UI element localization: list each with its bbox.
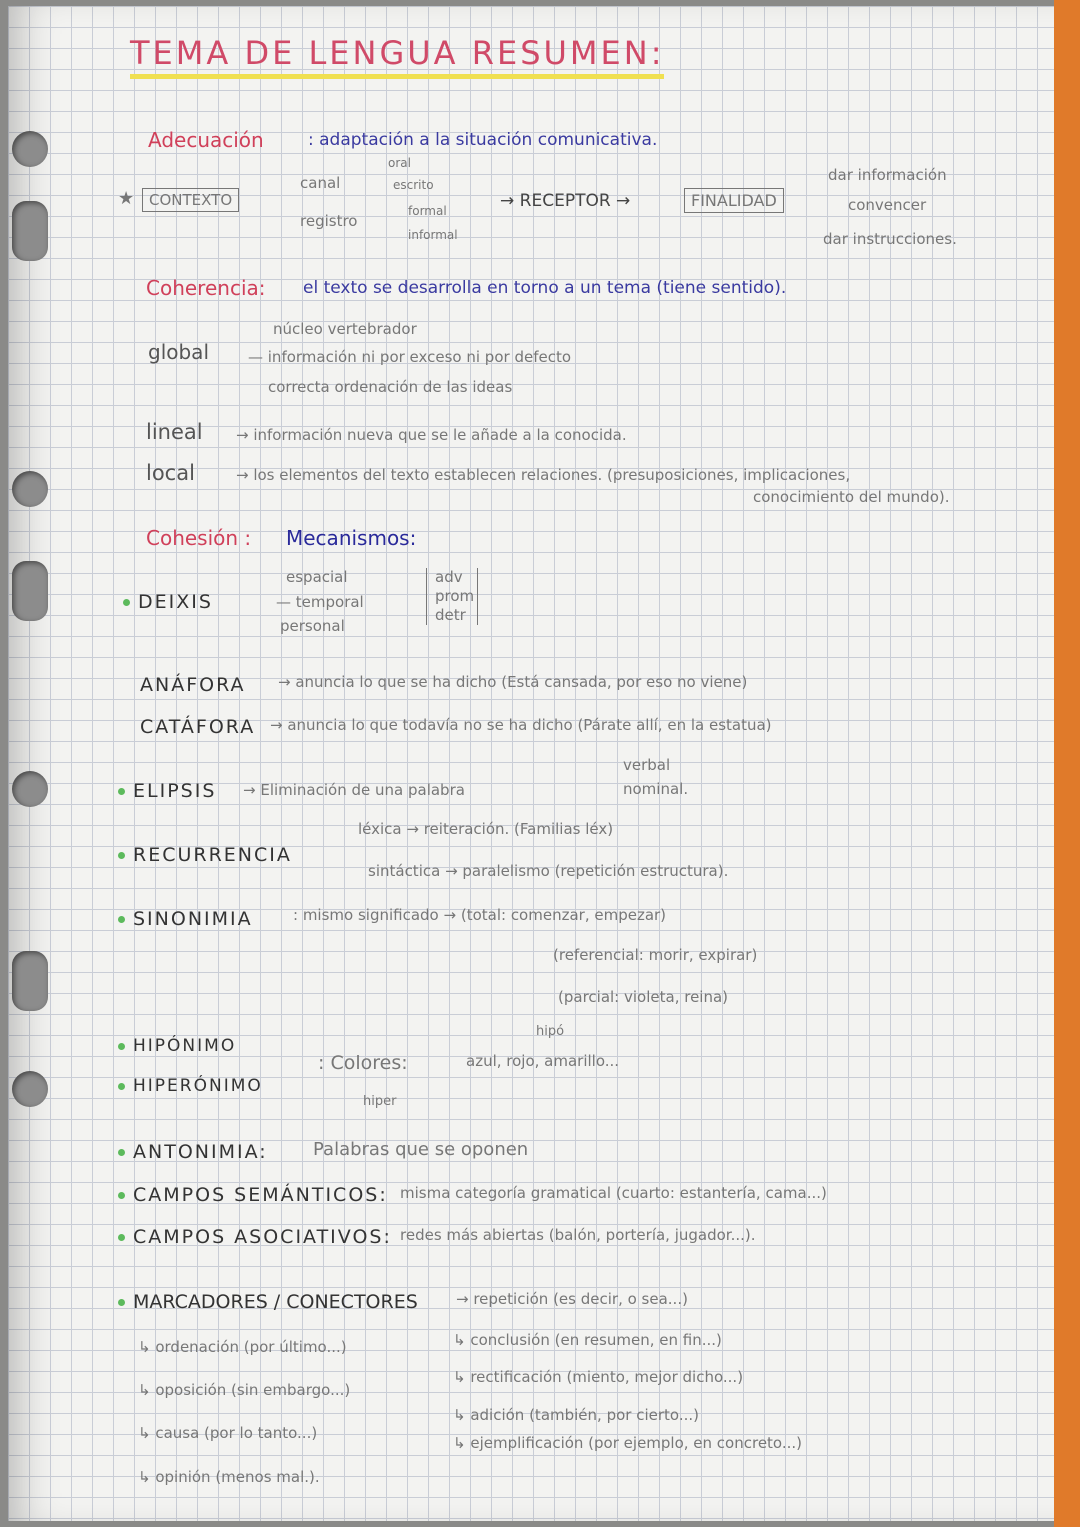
adecuacion-label: Adecuación [148,128,264,152]
finalidad-item: dar información [828,166,947,184]
bullet-icon [118,1299,125,1306]
campos-semanticos: CAMPOS SEMÁNTICOS: [133,1184,388,1206]
anafora: ANÁFORA [140,674,246,696]
marcador-item: ↳ oposición (sin embargo...) [138,1381,351,1399]
bullet-icon [118,1192,125,1199]
global-item: — información ni por exceso ni por defecto [248,348,572,366]
sinonimia-item: (parcial: violeta, reina) [558,988,729,1006]
global-item: núcleo vertebrador [273,320,417,338]
elipsis-item: verbal [623,756,671,774]
hiperonimo: HIPERÓNIMO [133,1076,263,1096]
campos-asociativos: CAMPOS ASOCIATIVOS: [133,1226,392,1248]
binder-hole [12,471,48,507]
recurrencia-item: léxica → reiteración. (Familias léx) [358,820,614,838]
registro: registro [300,212,358,230]
marcadores: MARCADORES / CONECTORES [133,1291,418,1313]
formal: formal [408,204,447,218]
finalidad-item: dar instrucciones. [823,230,957,248]
bullet-icon [123,599,130,606]
campos-asociativos-def: redes más abiertas (balón, portería, jugador...). [400,1226,756,1244]
page-title: TEMA DE LENGUA RESUMEN: [130,34,664,79]
oral: oral [388,156,411,170]
informal: informal [408,228,458,242]
bullet-icon [118,916,125,923]
binder-hole [12,561,48,621]
local-def-2: conocimiento del mundo). [753,488,950,506]
adecuacion-def: : adaptación a la situación comunicativa. [308,130,658,150]
star-icon: ★ [118,188,135,209]
bullet-icon [118,1149,125,1156]
hiponimo: HIPÓNIMO [133,1036,237,1056]
catafora-def: → anuncia lo que todavía no se ha dicho (Párate allí, en la estatua) [270,716,772,734]
lineal: lineal [146,420,203,444]
recurrencia: RECURRENCIA [133,844,292,866]
marcador-item: ↳ opinión (menos mal.). [138,1468,320,1486]
local-def: → los elementos del texto establecen relaciones. (presuposiciones, implicaciones, [236,466,851,484]
sinonimia-item: (referencial: morir, expirar) [553,946,758,964]
deixis-item: personal [280,617,345,635]
catafora: CATÁFORA [140,716,256,738]
bullet-icon [118,1234,125,1241]
anafora-def: → anuncia lo que se ha dicho (Está cansada, por eso no viene) [278,673,748,691]
marcador-item: ↳ ordenación (por último...) [138,1338,347,1356]
elipsis-def: → Eliminación de una palabra [243,781,465,799]
binder-hole [12,1071,48,1107]
local: local [146,461,195,485]
bullet-icon [118,1043,125,1050]
binder-hole [12,131,48,167]
campos-semanticos-def: misma categoría gramatical (cuarto: estantería, cama...) [400,1184,827,1202]
antonimia-def: Palabras que se oponen [313,1139,529,1160]
repeticion: → repetición (es decir, o sea...) [456,1290,688,1308]
deixis-cat: adv [435,568,463,586]
global: global [148,340,209,364]
deixis-cat: detr [435,606,466,624]
coherencia-def: el texto se desarrolla en torno a un tema (tiene sentido). [303,278,787,298]
colores-list: azul, rojo, amarillo... [466,1052,620,1070]
finalidad-box: FINALIDAD [684,188,784,213]
deixis: DEIXIS [138,591,213,613]
bullet-icon [118,788,125,795]
marcador-item: ↳ adición (también, por cierto...) [453,1406,699,1424]
deixis-item: espacial [286,568,348,586]
escrito: escrito [393,178,434,192]
cohesion-label: Cohesión : [146,526,252,550]
deixis-item: — temporal [276,593,364,611]
marcador-item: ↳ ejemplificación (por ejemplo, en concreto...) [453,1434,803,1452]
elipsis: ELIPSIS [133,780,217,802]
coherencia-label: Coherencia: [146,276,266,300]
marcador-item: ↳ conclusión (en resumen, en fin...) [453,1331,722,1349]
hiper-label: hiper [363,1094,397,1109]
colores: : Colores: [318,1052,408,1074]
sinonimia: SINONIMIA [133,908,253,930]
notebook-page [8,6,1054,1521]
finalidad-item: convencer [848,196,927,214]
antonimia: ANTONIMIA: [133,1141,268,1163]
binder-hole [12,951,48,1011]
lineal-def: → información nueva que se le añade a la conocida. [236,426,627,444]
receptor: → RECEPTOR → [500,191,631,211]
bullet-icon [118,852,125,859]
global-item: correcta ordenación de las ideas [268,378,513,396]
binder-hole [12,771,48,807]
hipo-label: hipó [536,1024,565,1039]
bullet-icon [118,1083,125,1090]
page-edge [1054,0,1080,1527]
marcador-item: ↳ causa (por lo tanto...) [138,1424,318,1442]
sinonimia-def: : mismo significado → (total: comenzar, empezar) [293,906,667,924]
deixis-cat: prom [435,587,475,605]
elipsis-item: nominal. [623,780,689,798]
recurrencia-item: sintáctica → paralelismo (repetición estructura). [368,862,729,880]
binder-hole [12,201,48,261]
mecanismos-label: Mecanismos: [286,526,417,550]
canal: canal [300,174,341,192]
contexto-box: CONTEXTO [142,188,239,212]
marcador-item: ↳ rectificación (miento, mejor dicho...) [453,1368,744,1386]
